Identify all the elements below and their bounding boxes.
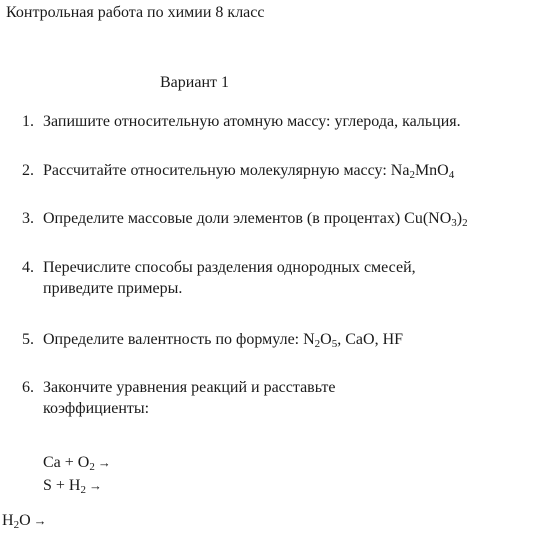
equation-part: O (19, 512, 31, 529)
equation-part: Ca + O (43, 454, 90, 471)
equation-3 (2, 512, 47, 530)
task-line: коэффициенты: (43, 400, 150, 417)
formula-part: N (303, 331, 315, 348)
task-number: 4. (22, 259, 34, 276)
task-line: Определите валентность по формуле: (43, 331, 304, 348)
task-text (43, 208, 468, 229)
task-text (43, 329, 403, 350)
formula-part: MnO (414, 162, 449, 179)
task-line: Запишите относительную атомную массу: углерода, кальция. (43, 113, 461, 130)
arrow-icon: → (97, 455, 111, 470)
equation-2 (43, 477, 102, 495)
equation-1 (43, 454, 111, 472)
formula-subscript: 5 (331, 338, 338, 350)
task-4 (22, 257, 416, 299)
equation-part: H (2, 512, 14, 529)
task-text (43, 377, 336, 419)
chemical-formula (303, 331, 337, 348)
formula-subscript: 2 (314, 338, 321, 350)
chemical-formula (404, 210, 467, 227)
task-text (43, 160, 454, 181)
formula-part: Na (390, 162, 410, 179)
formula-subscript: 2 (409, 169, 415, 181)
equation-part: S + H (43, 477, 81, 494)
formula-part: ) (456, 210, 463, 227)
task-line: Перечислите способы разделения однородных смесей, (43, 259, 416, 276)
formula-subscript: 4 (448, 169, 455, 181)
variant-heading: Вариант 1 (160, 74, 229, 91)
page-title: Контрольная работа по химии 8 класс (6, 4, 265, 21)
task-1 (22, 111, 461, 132)
task-line: Определите массовые доли элементов (в процентах) (43, 210, 405, 227)
formula-part: O (320, 331, 332, 348)
task-number: 1. (22, 113, 34, 130)
task-number: 6. (22, 379, 34, 396)
task-3 (22, 208, 468, 229)
task-text (43, 257, 416, 299)
task-line-rest: , CaO, HF (337, 331, 404, 348)
arrow-icon: → (33, 513, 47, 528)
task-2 (22, 160, 454, 181)
task-number: 3. (22, 210, 34, 227)
task-line: Рассчитайте относительную молекулярную массу: (43, 162, 391, 179)
formula-subscript: 2 (462, 217, 468, 229)
chemical-formula (391, 162, 454, 179)
task-number: 5. (22, 331, 34, 348)
formula-subscript: 2 (89, 461, 95, 473)
formula-part: Cu(NO (404, 210, 452, 227)
task-number: 2. (22, 162, 34, 179)
task-line: Закончите уравнения реакций и расставьте (43, 379, 336, 396)
formula-subscript: 2 (13, 519, 20, 531)
arrow-icon: → (88, 478, 102, 493)
task-line: приведите примеры. (43, 280, 183, 297)
formula-subscript: 2 (80, 484, 86, 496)
task-6 (22, 377, 336, 419)
formula-subscript: 3 (451, 217, 457, 229)
task-5 (22, 329, 403, 350)
task-text (43, 111, 461, 132)
